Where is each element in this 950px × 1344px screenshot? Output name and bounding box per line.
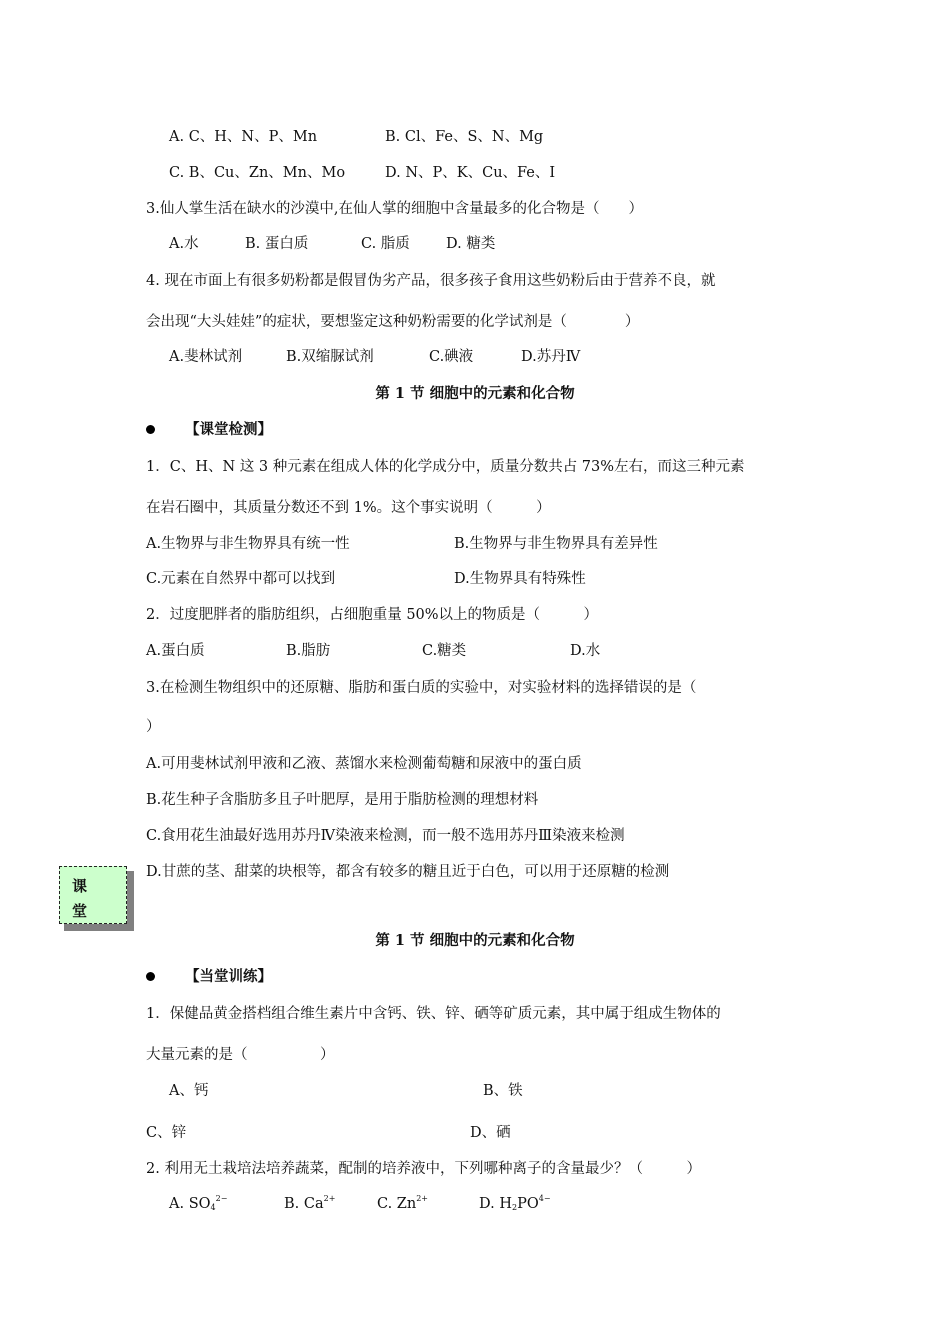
option-a: A. C、H、N、P、Mn (169, 129, 318, 145)
option-c (377, 1194, 428, 1214)
bullet-icon (146, 972, 155, 981)
option-b: B.脂肪 (286, 643, 331, 659)
option-c: C.碘液 (429, 349, 474, 365)
option-d: D.甘蔗的茎、甜菜的块根等，都含有较多的糖且近于白色，可以用于还原糖的检测 (146, 864, 670, 880)
question-stem-continued: 在岩石圈中，其质量分数还不到 1%。这个事实说明（ ） (146, 500, 551, 516)
option-b: B. Cl、Fe、S、N、Mg (385, 129, 544, 145)
option-a: A.蛋白质 (146, 643, 205, 659)
option-a: A.生物界与非生物界具有统一性 (146, 536, 350, 552)
question-stem: 1．C、H、N 这 3 种元素在组成人体的化学成分中，质量分数共占 73%左右，而这三种元素 (146, 459, 745, 475)
option-d: D、硒 (470, 1125, 511, 1141)
question-stem-continued: ） (146, 719, 161, 735)
question-stem: 2. 利用无土栽培法培养蔬菜，配制的培养液中，下列哪种离子的含量最少？（ ） (146, 1161, 701, 1177)
option-d: D. 糖类 (446, 236, 496, 252)
option-b: B.双缩脲试剂 (286, 349, 374, 365)
section-label-text: 【课堂检测】 (185, 421, 272, 438)
section-label (146, 420, 272, 440)
option-d: D.水 (570, 643, 601, 659)
subscript: 4 (210, 1203, 216, 1212)
option-d-text-mid: PO (517, 1196, 539, 1212)
superscript: 2− (215, 1194, 228, 1203)
superscript: 2+ (323, 1194, 336, 1203)
question-stem: 1．保健品黄金搭档组合维生素片中含钙、铁、锌、硒等矿质元素，其中属于组成生物体的 (146, 1006, 721, 1022)
option-a: A.水 (169, 236, 199, 252)
section-label (146, 967, 272, 987)
option-d-text: D. H (479, 1196, 512, 1212)
option-c: C.糖类 (422, 643, 467, 659)
question-stem: 4. 现在市面上有很多奶粉都是假冒伪劣产品，很多孩子食用这些奶粉后由于营养不良，就 (146, 273, 716, 289)
option-d: D.苏丹Ⅳ (521, 349, 581, 365)
option-b: B. 蛋白质 (245, 236, 309, 252)
bullet-icon (146, 425, 155, 434)
option-d: D.生物界具有特殊性 (454, 571, 586, 587)
question-stem: 2．过度肥胖者的脂肪组织，占细胞重量 50%以上的物质是（ ） (146, 607, 599, 623)
side-label-char: 课 (72, 877, 88, 895)
section-heading: 第 1 节 细胞中的元素和化合物 (375, 385, 575, 402)
option-b: B.生物界与非生物界具有差异性 (454, 536, 658, 552)
question-stem-continued: 大量元素的是（ ） (146, 1047, 335, 1063)
question-stem: 3.仙人掌生活在缺水的沙漠中,在仙人掌的细胞中含量最多的化合物是（ ） (146, 201, 643, 217)
option-b-text: B. Ca (284, 1196, 324, 1212)
side-label-char: 堂 (72, 902, 88, 920)
option-c-text: C. Zn (377, 1196, 417, 1212)
side-label-box (59, 866, 127, 924)
option-a (169, 1194, 227, 1214)
option-b: B.花生种子含脂肪多且子叶肥厚，是用于脂肪检测的理想材料 (146, 792, 539, 808)
option-d: D. N、P、K、Cu、Fe、I (385, 165, 556, 181)
superscript: 2+ (416, 1194, 429, 1203)
option-c: C、锌 (146, 1125, 187, 1141)
superscript: 4− (538, 1194, 551, 1203)
option-c: C. B、Cu、Zn、Mn、Mo (169, 165, 346, 181)
subscript: 2 (511, 1203, 518, 1212)
option-b: B、铁 (483, 1083, 523, 1099)
section-label-text: 【当堂训练】 (185, 968, 272, 985)
option-c: C. 脂质 (361, 236, 410, 252)
option-a: A.斐林试剂 (169, 349, 243, 365)
option-a-text: A. SO (169, 1196, 211, 1212)
option-c: C.食用花生油最好选用苏丹Ⅳ染液来检测，而一般不选用苏丹Ⅲ染液来检测 (146, 828, 625, 844)
option-c: C.元素在自然界中都可以找到 (146, 571, 336, 587)
option-a: A.可用斐林试剂甲液和乙液、蒸馏水来检测葡萄糖和尿液中的蛋白质 (146, 756, 582, 772)
question-stem: 3.在检测生物组织中的还原糖、脂肪和蛋白质的实验中，对实验材料的选择错误的是（ (146, 680, 697, 696)
option-b (284, 1194, 335, 1214)
option-d (479, 1194, 551, 1214)
section-heading: 第 1 节 细胞中的元素和化合物 (375, 932, 575, 949)
option-a: A、钙 (169, 1083, 209, 1099)
question-stem-continued: 会出现“大头娃娃”的症状，要想鉴定这种奶粉需要的化学试剂是（ ） (146, 314, 640, 330)
